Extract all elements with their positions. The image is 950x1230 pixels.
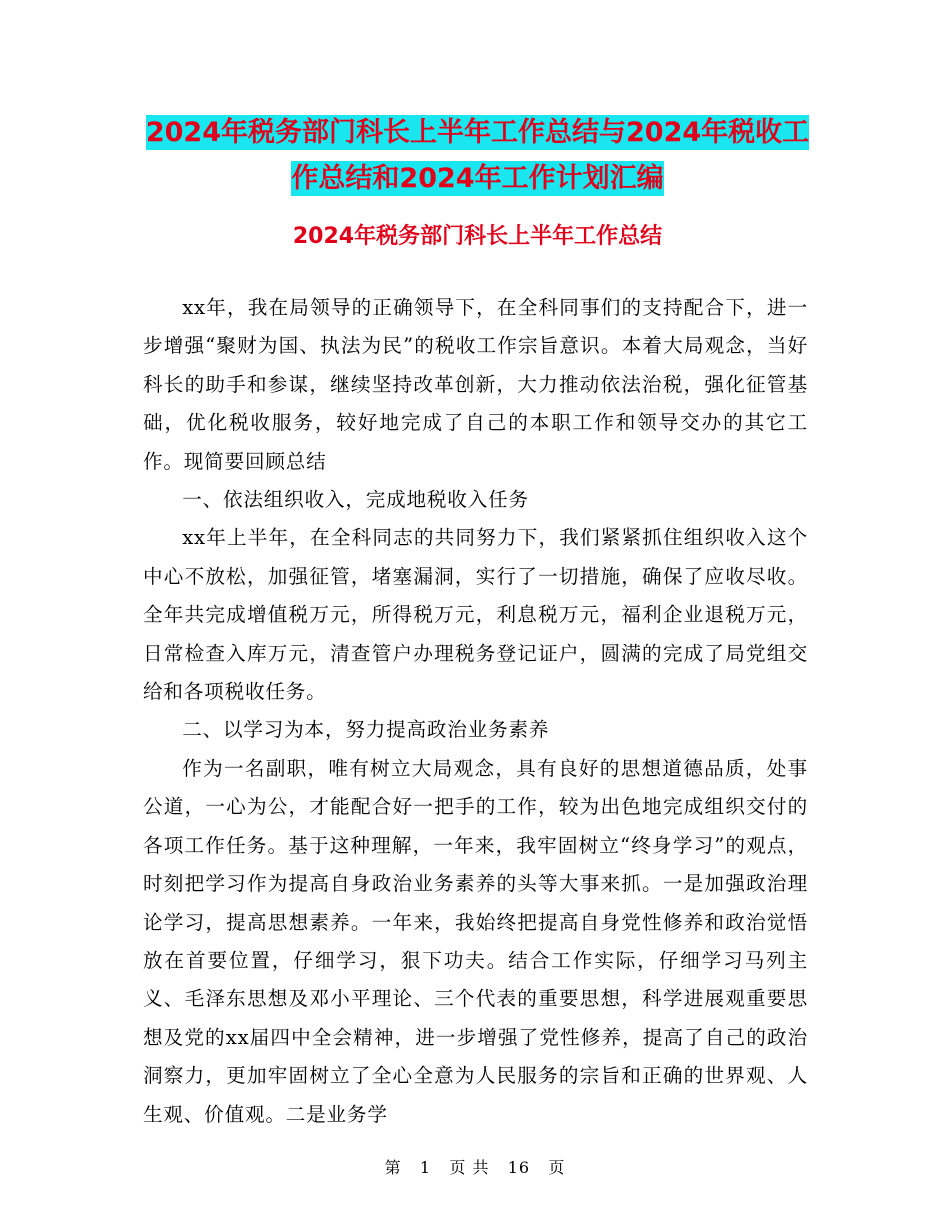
document-body <box>143 289 808 1134</box>
body-paragraph: 作为一名副职，唯有树立大局观念，具有良好的思想道德品质，处事公道，一心为公，才能配合好一把手的工作，较为出色地完成组织交付的各项工作任务。基于这种理解，一年来，我牢固树立“终身学习”的观点，时刻把学习作为提高自身政治业务素养的头等大事来抓。一是加强政治理论学习，提高思想素养。一年来，我始终把提高自身党性修养和政治觉悟放在首要位置，仔细学习，狠下功夫。结合工作实际，仔细学习马列主义、毛泽东思想及邓小平理论、三个代表的重要思想，科学进展观重要思想及党的xx届四中全会精神，进一步增强了党性修养，提高了自己的政治洞察力，更加牢固树立了全心全意为人民服务的宗旨和正确的世界观、人生观、价值观。二是业务学 <box>143 756 808 1126</box>
document-title-highlight: 2024年税务部门科长上半年工作总结与2024年税收工作总结和2024年工作计划汇编 <box>145 117 810 194</box>
page-footer <box>0 1158 950 1178</box>
current-page-number: 1 <box>419 1158 432 1177</box>
body-paragraph: xx年，我在局领导的正确领导下，在全科同事们的支持配合下，进一步增强“聚财为国、执法为民”的税收工作宗旨意识。本着大局观念，当好科长的助手和参谋，继续坚持改革创新，大力推动依法治税，强化征管基础，优化税收服务，较好地完成了自己的本职工作和领导交办的其它工作。现简要回顾总结 <box>143 296 808 473</box>
page-label-prefix: 第 <box>384 1158 402 1177</box>
page-label-mid: 页 共 <box>449 1158 490 1177</box>
body-paragraph: xx年上半年，在全科同志的共同努力下，我们紧紧抓住组织收入这个中心不放松，加强征管，堵塞漏洞，实行了一切措施，确保了应收尽收。全年共完成增值税万元，所得税万元，利息税万元，福利企业退税万元，日常检查入库万元，清查管户办理税务登记证户，圆满的完成了局党组交给和各项税收任务。 <box>143 526 808 704</box>
section-heading: 二、以学习为本，努力提高政治业务素养 <box>182 718 550 742</box>
total-pages-number: 16 <box>507 1158 531 1177</box>
section-title: 2024年税务部门科长上半年工作总结 <box>292 224 663 249</box>
section-heading: 一、依法组织收入，完成地税收入任务 <box>182 488 529 512</box>
page-label-suffix: 页 <box>548 1158 566 1177</box>
document-title <box>145 110 810 202</box>
